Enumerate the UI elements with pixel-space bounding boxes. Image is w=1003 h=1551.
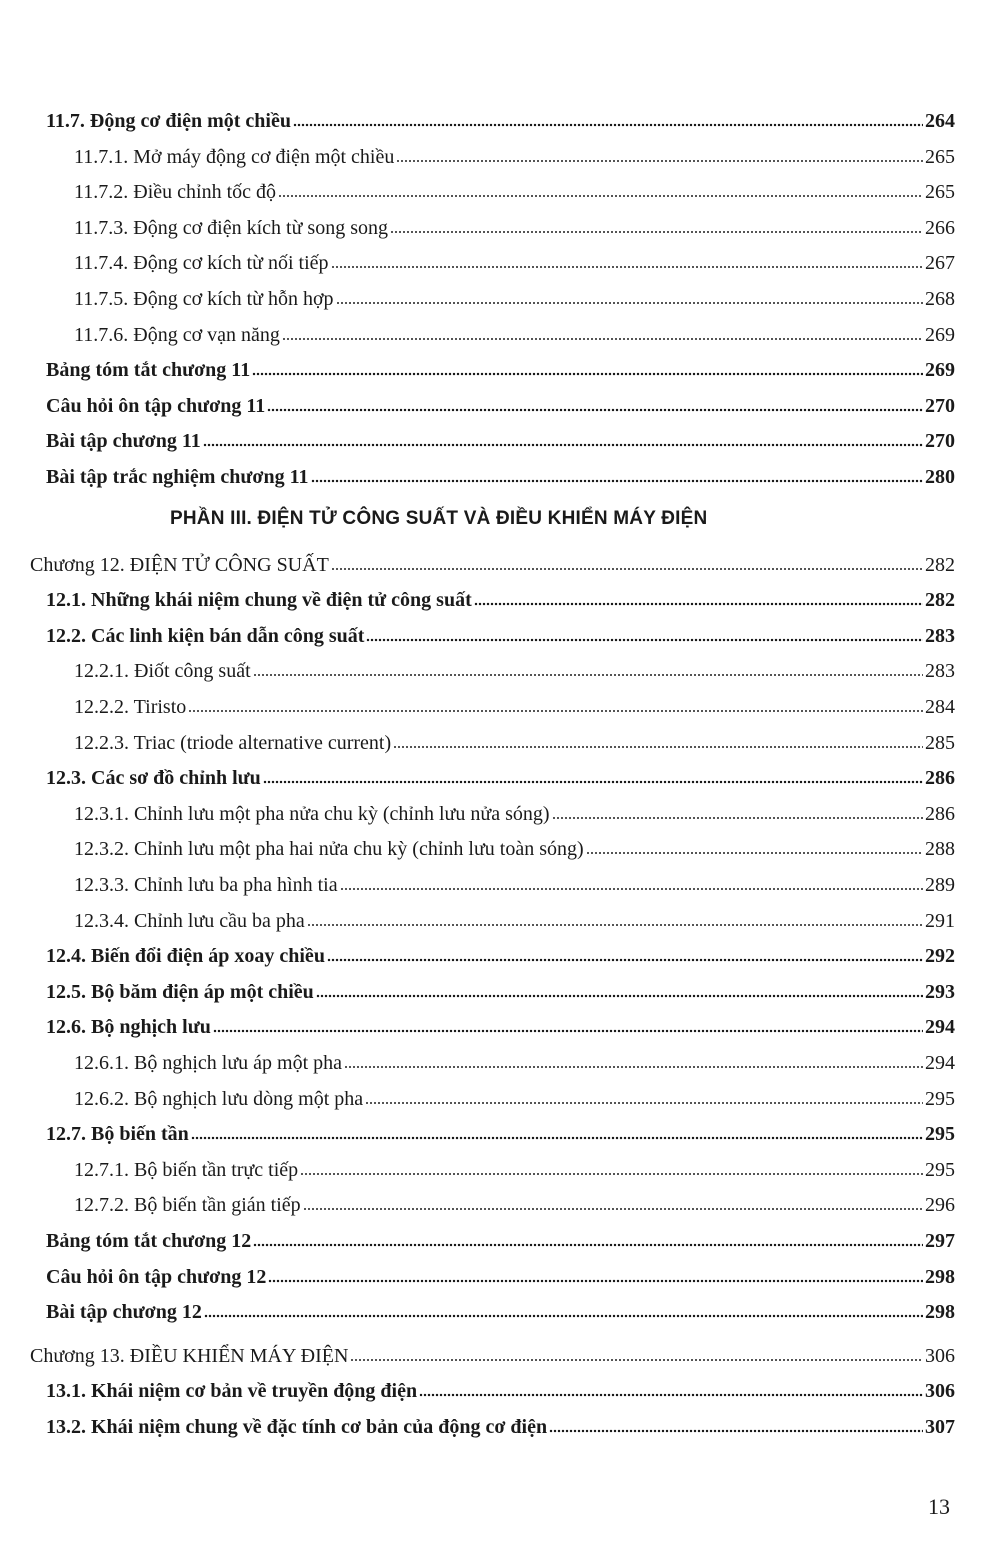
toc-entry (74, 1045, 955, 1075)
dot-leader (336, 300, 923, 306)
dot-leader (549, 1428, 923, 1434)
dot-leader (263, 779, 923, 785)
dot-leader (366, 637, 923, 643)
toc-entry-page: 288 (925, 838, 955, 861)
toc-entry (74, 796, 955, 826)
toc-entry (46, 974, 955, 1004)
toc-entry (74, 174, 955, 204)
toc-entry-title: 13.2. Khái niệm chung về đặc tính cơ bản của động cơ điện (46, 1416, 548, 1438)
toc-entry-page: 269 (925, 359, 955, 382)
toc-entry-title: 12.6. Bộ nghịch lưu (46, 1016, 211, 1039)
toc-entry-title: Bảng tóm tắt chương 11 (46, 359, 251, 382)
toc-entry-title: 12.7.2. Bộ biến tần gián tiếp (74, 1194, 301, 1217)
toc-entry (74, 725, 955, 755)
toc-entry-title: Câu hỏi ôn tập chương 11 (46, 394, 266, 417)
toc-entry-page: 285 (925, 731, 955, 754)
dot-leader (340, 886, 923, 892)
dot-leader (191, 1135, 923, 1141)
dot-leader (393, 744, 923, 750)
dot-leader (365, 1100, 923, 1106)
toc-entry-title: 12.3.2. Chỉnh lưu một pha hai nửa chu kỳ (chỉnh lưu toàn sóng) (74, 838, 584, 861)
toc-entry-title: 11.7.3. Động cơ điện kích từ song song (74, 216, 388, 239)
toc-entry (74, 245, 955, 275)
toc-entry-title: 12.7.1. Bộ biến tần trực tiếp (74, 1158, 299, 1181)
dot-leader (253, 1242, 923, 1248)
toc-entry-title: 12.3.3. Chỉnh lưu ba pha hình tia (74, 874, 338, 896)
toc-entry (46, 760, 955, 790)
toc-entry-title: Bài tập chương 11 (46, 430, 201, 453)
toc-entry-page: 306 (925, 1380, 955, 1403)
toc-entry (74, 139, 955, 169)
toc-entry-title: 12.7. Bộ biến tần (46, 1123, 189, 1146)
toc-entry (46, 1259, 955, 1289)
toc-entry (74, 689, 955, 719)
toc-entry (74, 210, 955, 240)
toc-entry (74, 653, 955, 683)
toc-entry-title: 12.3.4. Chỉnh lưu cầu ba pha (74, 909, 305, 932)
toc-entry (46, 1373, 955, 1403)
toc-entry-page: 295 (925, 1158, 955, 1181)
toc-entry (74, 867, 955, 897)
toc-entry (46, 582, 955, 612)
dot-leader (282, 336, 923, 342)
dot-leader (252, 371, 923, 377)
dot-leader (204, 1313, 923, 1319)
part-heading: PHẦN III. ĐIỆN TỬ CÔNG SUẤT VÀ ĐIỀU KHIỂN MÁY ĐIỆN (170, 508, 708, 529)
toc-entry-page: 266 (925, 216, 955, 239)
toc-entry-page: 283 (925, 624, 955, 647)
dot-leader (344, 1064, 923, 1070)
toc-entry (46, 1116, 955, 1146)
toc-entry (46, 1294, 955, 1324)
toc-entry-title: Chương 12. ĐIỆN TỬ CÔNG SUẤT (30, 553, 329, 576)
toc-entry-page: 291 (925, 909, 955, 932)
toc-entry (74, 1081, 955, 1111)
dot-leader (267, 407, 923, 413)
page-number: 13 (928, 1494, 950, 1519)
toc-entry-page: 282 (925, 553, 955, 576)
toc-entry-title: 11.7.2. Điều chỉnh tốc độ (74, 181, 277, 204)
dot-leader (552, 815, 923, 821)
toc-entry-page: 292 (925, 945, 955, 968)
toc-entry-title: 13.1. Khái niệm cơ bản về truyền động điện (46, 1380, 418, 1403)
toc-entry-page: 294 (925, 1052, 955, 1074)
toc-entry-page: 265 (925, 145, 955, 168)
toc-entry (46, 1223, 955, 1253)
toc-entry-page: 280 (925, 466, 955, 488)
toc-entry-page: 268 (925, 288, 955, 310)
toc-entry-page: 284 (925, 696, 955, 718)
toc-entry-title: 11.7. Động cơ điện một chiều (46, 110, 291, 132)
toc-entry-page: 289 (925, 874, 955, 896)
toc-entry-page: 297 (925, 1230, 955, 1252)
toc-entry (30, 1338, 955, 1368)
toc-entry-title: 11.7.5. Động cơ kích từ hỗn hợp (74, 288, 334, 310)
toc-entry (46, 618, 955, 648)
toc-entry (46, 1409, 955, 1439)
toc-entry-title: 12.4. Biến đổi điện áp xoay chiều (46, 945, 325, 968)
dot-leader (311, 478, 923, 484)
toc-entry (74, 831, 955, 861)
toc-entry (74, 281, 955, 311)
dot-leader (396, 158, 923, 164)
toc-entry-page: 270 (925, 430, 955, 453)
toc-entry-page: 296 (925, 1194, 955, 1217)
toc-entry-page: 270 (925, 394, 955, 417)
toc-entry-page: 298 (925, 1265, 955, 1288)
toc-entry-title: Câu hỏi ôn tập chương 12 (46, 1265, 267, 1288)
dot-leader (419, 1392, 923, 1398)
toc-entry-page: 298 (925, 1301, 955, 1324)
dot-leader (213, 1028, 923, 1034)
toc-entry-page: 267 (925, 252, 955, 275)
toc-entry (46, 938, 955, 968)
dot-leader (327, 957, 923, 963)
dot-leader (474, 601, 923, 607)
toc-entry-title: 12.5. Bộ băm điện áp một chiều (46, 980, 314, 1003)
toc-entry-page: 294 (925, 1016, 955, 1039)
toc-entry-page: 307 (925, 1416, 955, 1438)
toc-entry (46, 423, 955, 453)
dot-leader (303, 1206, 923, 1212)
toc-entry-title: 12.2.1. Điốt công suất (74, 660, 251, 683)
toc-entry-title: Bài tập chương 12 (46, 1301, 202, 1324)
toc-entry-page: 269 (925, 323, 955, 346)
toc-entry (30, 547, 955, 577)
toc-entry (74, 1152, 955, 1182)
dot-leader (586, 850, 923, 856)
toc-entry (46, 388, 955, 418)
toc-entry-page: 264 (925, 110, 955, 132)
toc-entry-page: 283 (925, 660, 955, 683)
toc-entry-page: 282 (925, 589, 955, 612)
dot-leader (390, 229, 923, 235)
toc-entry-title: Chương 13. ĐIỀU KHIỂN MÁY ĐIỆN (30, 1344, 349, 1367)
toc-entry-page: 286 (925, 767, 955, 790)
toc-entry-title: 12.3. Các sơ đồ chỉnh lưu (46, 767, 261, 790)
dot-leader (293, 122, 923, 128)
dot-leader (253, 672, 923, 678)
toc-entry-title: 12.2.2. Tiristo (74, 696, 187, 718)
toc-entry-page: 293 (925, 980, 955, 1003)
toc-entry (46, 103, 955, 133)
toc-entry-title: 11.7.1. Mở máy động cơ điện một chiều (74, 145, 395, 168)
dot-leader (331, 264, 923, 270)
dot-leader (307, 922, 923, 928)
toc-entry-title: 11.7.4. Động cơ kích từ nối tiếp (74, 252, 329, 275)
toc-entry-title: 12.2. Các linh kiện bán dẫn công suất (46, 624, 365, 647)
toc-entry-title: Bảng tóm tắt chương 12 (46, 1230, 252, 1252)
dot-leader (203, 442, 923, 448)
toc-entry-page: 306 (925, 1344, 955, 1367)
toc-entry-title: 12.2.3. Triac (triode alternative current) (74, 731, 392, 754)
toc-entry-page: 286 (925, 802, 955, 825)
toc-entry-title: Bài tập trắc nghiệm chương 11 (46, 466, 309, 488)
dot-leader (316, 993, 923, 999)
dot-leader (350, 1357, 923, 1363)
toc-entry-title: 12.1. Những khái niệm chung về điện tử công suất (46, 589, 472, 612)
toc-entry (74, 1187, 955, 1217)
toc-entry (74, 317, 955, 347)
toc-entry (46, 352, 955, 382)
toc-entry (46, 459, 955, 489)
toc-entry (46, 1009, 955, 1039)
dot-leader (278, 193, 923, 199)
toc-entry-page: 265 (925, 181, 955, 204)
toc-entry-page: 295 (925, 1087, 955, 1110)
toc-entry (74, 903, 955, 933)
toc-entry-title: 12.6.1. Bộ nghịch lưu áp một pha (74, 1052, 343, 1074)
dot-leader (188, 708, 923, 714)
dot-leader (331, 566, 923, 572)
toc-entry-title: 12.6.2. Bộ nghịch lưu dòng một pha (74, 1087, 364, 1110)
dot-leader (300, 1171, 923, 1177)
toc-entry-page: 295 (925, 1123, 955, 1146)
toc-entry-title: 12.3.1. Chỉnh lưu một pha nửa chu kỳ (chỉnh lưu nửa sóng) (74, 802, 550, 825)
toc-entry-title: 11.7.6. Động cơ vạn năng (74, 323, 280, 346)
dot-leader (268, 1278, 923, 1284)
